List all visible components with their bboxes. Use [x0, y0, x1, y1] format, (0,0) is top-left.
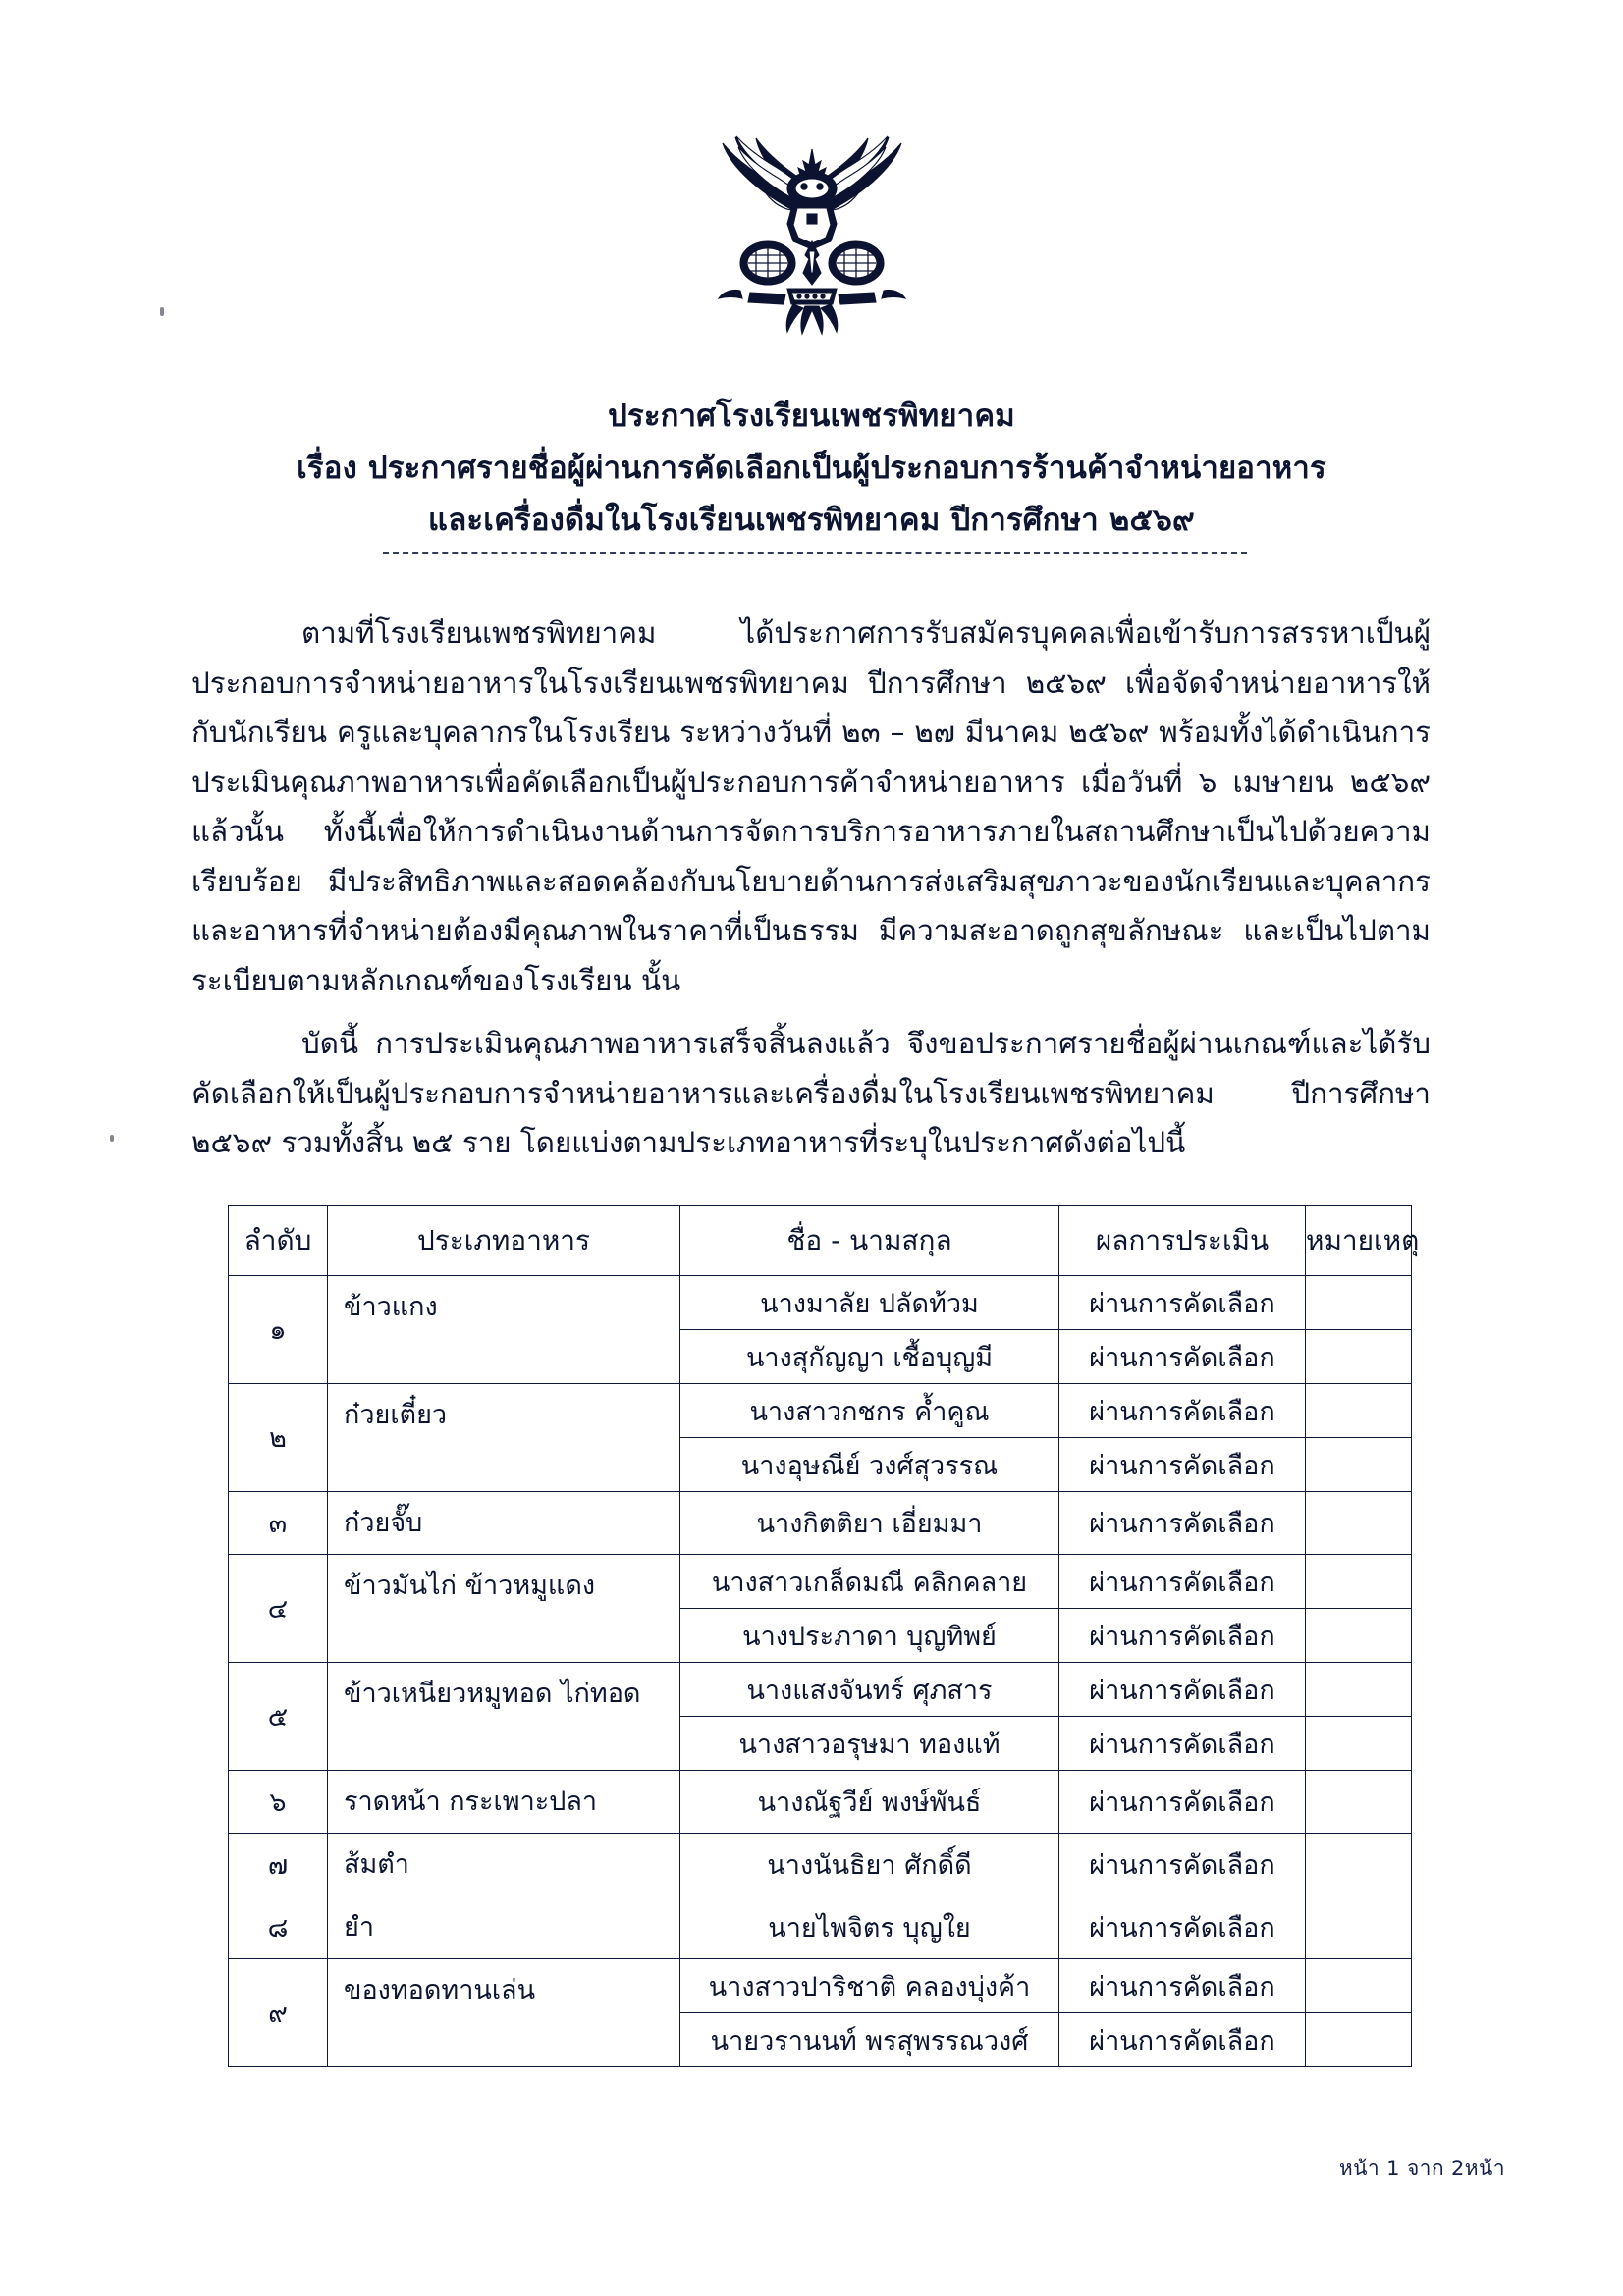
- garuda-emblem: [689, 126, 935, 337]
- table-row: [229, 1663, 1412, 1717]
- results-table-container: [228, 1205, 1420, 2067]
- cell-sequence-number: ๑: [229, 1276, 328, 1384]
- cell-sequence-number: ๙: [229, 1959, 328, 2067]
- cell-note: [1306, 1384, 1412, 1438]
- cell-person-name: นางกิตติยา เอี่ยมมา: [680, 1492, 1059, 1555]
- cell-person-name: นางอุษณีย์ วงศ์สุวรรณ: [680, 1438, 1059, 1492]
- cell-note: [1306, 1717, 1412, 1771]
- cell-note: [1306, 1555, 1412, 1609]
- heading-line-2: เรื่อง ประกาศรายชื่อผู้ผ่านการคัดเลือกเป็นผู้ประกอบการร้านค้าจำหน่ายอาหาร: [297, 451, 1326, 486]
- heading-line-3: และเครื่องดื่มในโรงเรียนเพชรพิทยาคม ปีการศึกษา ๒๕๖๙: [428, 503, 1195, 538]
- cell-evaluation-result: ผ่านการคัดเลือก: [1059, 1896, 1306, 1959]
- cell-person-name: นางนันธิยา ศักดิ์ดี: [680, 1834, 1059, 1896]
- table-row: [229, 1384, 1412, 1438]
- paragraph-announcement: [191, 1019, 1431, 1168]
- column-header-note: หมายเหตุ: [1306, 1206, 1412, 1276]
- cell-evaluation-result: ผ่านการคัดเลือก: [1059, 1609, 1306, 1663]
- table-row: [229, 1959, 1412, 2013]
- scan-speck: [160, 307, 164, 316]
- column-header-food-type: ประเภทอาหาร: [328, 1206, 680, 1276]
- cell-evaluation-result: ผ่านการคัดเลือก: [1059, 1959, 1306, 2013]
- cell-food-type: ข้าวแกง: [328, 1276, 680, 1384]
- cell-sequence-number: ๓: [229, 1492, 328, 1555]
- paragraph-two: [191, 1019, 1431, 1168]
- cell-evaluation-result: ผ่านการคัดเลือก: [1059, 1438, 1306, 1492]
- cell-food-type: ข้าวมันไก่ ข้าวหมูแดง: [328, 1555, 680, 1663]
- cell-sequence-number: ๕: [229, 1663, 328, 1771]
- cell-note: [1306, 1834, 1412, 1896]
- table-row: [229, 1555, 1412, 1609]
- column-header-name: ชื่อ - นามสกุล: [680, 1206, 1059, 1276]
- cell-food-type: ข้าวเหนียวหมูทอด ไก่ทอด: [328, 1663, 680, 1771]
- table-header-row: [229, 1206, 1412, 1276]
- cell-person-name: นางประภาดา บุญทิพย์: [680, 1609, 1059, 1663]
- cell-person-name: นางแสงจันทร์ ศุภสาร: [680, 1663, 1059, 1717]
- cell-person-name: นางมาลัย ปลัดท้วม: [680, 1276, 1059, 1330]
- cell-note: [1306, 1609, 1412, 1663]
- cell-note: [1306, 1959, 1412, 2013]
- paragraph-one: [191, 609, 1431, 1005]
- cell-food-type: ก๋วยเตี๋ยว: [328, 1384, 680, 1492]
- cell-person-name: นางณัฐวีย์ พงษ์พันธ์: [680, 1771, 1059, 1834]
- cell-sequence-number: ๘: [229, 1896, 328, 1959]
- cell-food-type: ก๋วยจั๊บ: [328, 1492, 680, 1555]
- column-header-result: ผลการประเมิน: [1059, 1206, 1306, 1276]
- cell-evaluation-result: ผ่านการคัดเลือก: [1059, 1276, 1306, 1330]
- cell-person-name: นางสาวเกล็ดมณี คลิกคลาย: [680, 1555, 1059, 1609]
- cell-sequence-number: ๗: [229, 1834, 328, 1896]
- heading-line-1: ประกาศโรงเรียนเพชรพิทยาคม: [608, 399, 1015, 434]
- paragraph-one-text: ตามที่โรงเรียนเพชรพิทยาคม ได้ประกาศการรับสมัครบุคคลเพื่อเข้ารับการสรรหาเป็นผู้ประกอบการจำหน่ายอาหารในโรงเรียนเพชรพิทยาคม ปีการศึกษา ๒๕๖๙ เพื่อจัดจำหน่ายอาหารให้กับนักเรียน ครูและบุคลากรในโรงเรียน ระหว่างวันที่ ๒๓ – ๒๗ มีนาคม ๒๕๖๙ พร้อมทั้งได้ดำเนินการประเมินคุณภาพอาหารเพื่อคัดเลือกเป็นผู้ประกอบการค้าจำหน่ายอาหาร เมื่อวันที่ ๖ เมษายน ๒๕๖๙ แล้วนั้น ทั้งนี้เพื่อให้การดำเนินงานด้านการจัดการบริการอาหารภายในสถานศึกษาเป็นไปด้วยความเรียบร้อย มีประสิทธิภาพและสอดคล้องกับนโยบายด้านการส่งเสริมสุขภาวะของนักเรียนและบุคลากร และอาหารที่จำหน่ายต้องมีคุณภาพในราคาที่เป็นธรรม มีความสะอาดถูกสุขลักษณะ และเป็นไปตามระเบียบตามหลักเกณฑ์ของโรงเรียน นั้น: [191, 616, 1431, 997]
- table-row: [229, 1896, 1412, 1959]
- cell-note: [1306, 1492, 1412, 1555]
- cell-evaluation-result: ผ่านการคัดเลือก: [1059, 1717, 1306, 1771]
- cell-note: [1306, 1276, 1412, 1330]
- emblem-container: [0, 126, 1623, 337]
- table-row: [229, 1276, 1412, 1330]
- table-row: [229, 1492, 1412, 1555]
- cell-evaluation-result: ผ่านการคัดเลือก: [1059, 1834, 1306, 1896]
- document-heading: [0, 391, 1623, 547]
- paragraph-background: [191, 609, 1431, 1005]
- table-body: [229, 1276, 1412, 2067]
- cell-person-name: นายไพจิตร บุญใย: [680, 1896, 1059, 1959]
- cell-sequence-number: ๔: [229, 1555, 328, 1663]
- scan-speck: [110, 1135, 114, 1142]
- results-table: [228, 1205, 1420, 2067]
- cell-evaluation-result: ผ่านการคัดเลือก: [1059, 1663, 1306, 1717]
- cell-note: [1306, 1771, 1412, 1834]
- cell-note: [1306, 1896, 1412, 1959]
- cell-person-name: นางสาวกชกร ค้ำคูณ: [680, 1384, 1059, 1438]
- cell-evaluation-result: ผ่านการคัดเลือก: [1059, 1330, 1306, 1384]
- cell-person-name: นางสุกัญญา เชื้อบุญมี: [680, 1330, 1059, 1384]
- cell-food-type: ยำ: [328, 1896, 680, 1959]
- cell-sequence-number: ๖: [229, 1771, 328, 1834]
- heading-divider: [383, 552, 1247, 554]
- cell-person-name: นางสาวปาริชาติ คลองบุ่งค้า: [680, 1959, 1059, 2013]
- cell-food-type: ของทอดทานเล่น: [328, 1959, 680, 2067]
- paragraph-two-text: บัดนี้ การประเมินคุณภาพอาหารเสร็จสิ้นลงแล้ว จึงขอประกาศรายชื่อผู้ผ่านเกณฑ์และได้รับคัดเลือกให้เป็นผู้ประกอบการจำหน่ายอาหารและเครื่องดื่มในโรงเรียนเพชรพิทยาคม ปีการศึกษา ๒๕๖๙ รวมทั้งสิ้น ๒๕ ราย โดยแบ่งตามประเภทอาหารที่ระบุในประกาศดังต่อไปนี้: [191, 1027, 1431, 1159]
- cell-food-type: ราดหน้า กระเพาะปลา: [328, 1771, 680, 1834]
- page-footer: หน้า 1 จาก 2หน้า: [1338, 2157, 1505, 2180]
- cell-evaluation-result: ผ่านการคัดเลือก: [1059, 2013, 1306, 2067]
- column-header-no: ลำดับ: [229, 1206, 328, 1276]
- cell-note: [1306, 1330, 1412, 1384]
- cell-evaluation-result: ผ่านการคัดเลือก: [1059, 1771, 1306, 1834]
- cell-evaluation-result: ผ่านการคัดเลือก: [1059, 1492, 1306, 1555]
- cell-person-name: นางสาวอรุษมา ทองแท้: [680, 1717, 1059, 1771]
- table-row: [229, 1834, 1412, 1896]
- cell-note: [1306, 2013, 1412, 2067]
- cell-evaluation-result: ผ่านการคัดเลือก: [1059, 1384, 1306, 1438]
- table-row: [229, 1771, 1412, 1834]
- cell-evaluation-result: ผ่านการคัดเลือก: [1059, 1555, 1306, 1609]
- cell-note: [1306, 1438, 1412, 1492]
- cell-sequence-number: ๒: [229, 1384, 328, 1492]
- cell-person-name: นายวรานนท์ พรสุพรรณวงศ์: [680, 2013, 1059, 2067]
- cell-food-type: ส้มตำ: [328, 1834, 680, 1896]
- table-header: [229, 1206, 1420, 1276]
- cell-note: [1306, 1663, 1412, 1717]
